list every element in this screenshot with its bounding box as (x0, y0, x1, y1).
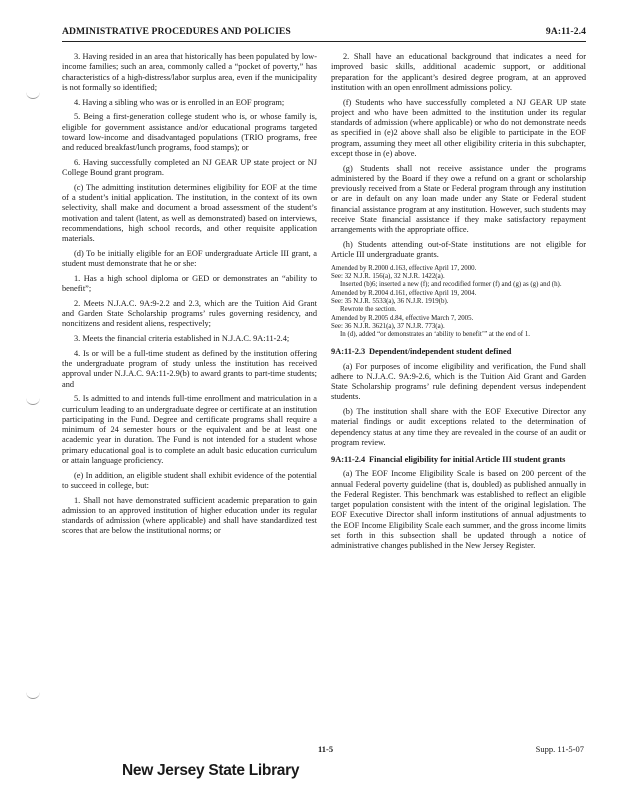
paragraph-2-3-a: (a) For purposes of income eligibility and verification, the Fund shall adhere to N.J.A.C. 9A:9-2.6, which is the Tuition Aid Grant and Garden State Scholarship programs’ rule defining dependent versus independent students. (331, 361, 586, 402)
paragraph-e1: 1. Shall not have demonstrated sufficient academic preparation to gain admission to an approved institution of higher education under its regular standards of admission (where applicable) and shall have standardized test scores that are below the institutional norms; or (62, 495, 317, 536)
header-section-number: 9A:11-2.4 (545, 26, 586, 37)
section-title: Dependent/independent student defined (369, 347, 512, 357)
history-note: See: 32 N.J.R. 156(a), 32 N.J.R. 1422(a). (331, 273, 445, 281)
left-column (62, 52, 317, 541)
running-header (62, 26, 586, 40)
paragraph-e: (e) In addition, an eligible student shall exhibit evidence of the potential to succeed in college, but: (62, 470, 317, 490)
section-number: 9A:11-2.4 (331, 455, 366, 465)
paragraph-2-4-a: (a) The EOF Income Eligibility Scale is based on 200 percent of the annual Federal poverty guideline (that is, doubled) as published annually in the Federal Register. This benchmark was established to reflect an eligible target population consistent with the intent of the original legislation. The EOF Executive Director shall inform institutions of annual adjustments to the EOF Income Eligibility Scale each summer, and the gross income limits set forth in this subsection shall be updated through a notice of administrative changes published in the New Jersey Register. (331, 469, 586, 551)
history-note: See: 35 N.J.R. 5533(a), 36 N.J.R. 1919(b). (331, 297, 449, 305)
paragraph-g: (g) Students shall not receive assistance under the programs administered by the Board if they owe a refund on a grant or scholarship previously received from a State or Federal program through any institution or are in default on any loan made under any State or Federal student financial assistance program at any institution. However, such students may receive State financial assistance if they make satisfactory repayment arrangements with the appropriate office. (331, 163, 586, 234)
history-notes (331, 265, 586, 340)
paragraph-d2: 2. Meets N.J.A.C. 9A:9-2.2 and 2.3, which are the Tuition Aid Grant and Garden State Scholarship programs’ rules governing residency, and noncitizens and resident aliens, respectively; (62, 298, 317, 329)
header-title: ADMINISTRATIVE PROCEDURES AND POLICIES (62, 26, 291, 37)
right-column (331, 52, 586, 556)
paragraph-d: (d) To be initially eligible for an EOF undergraduate Article III grant, a student must demonstrate that he or she: (62, 248, 317, 268)
page-number: 11-5 (318, 744, 334, 754)
paragraph-e2: 2. Shall have an educational background that indicates a need for improved basic skills, additional academic support, or additional preparation for the applicant’s desired degree program, at an approved institution with an open enrollment admissions policy. (331, 52, 586, 92)
paragraph-d1: 1. Has a high school diploma or GED or demonstrates an “ability to benefit”; (62, 273, 317, 293)
supplement-date: Supp. 11-5-07 (535, 744, 584, 754)
paragraph-d3: 3. Meets the financial criteria established in N.J.A.C. 9A:11-2.4; (74, 334, 290, 343)
paragraph-b4: 4. Having a sibling who was or is enrolled in an EOF program; (74, 97, 285, 107)
history-note: Inserted (b)6; inserted a new (f); and recodified former (f) and (g) as (g) and (h). (340, 281, 562, 289)
paragraph-h: (h) Students attending out-of-State institutions are not eligible for Article III undergraduate grants. (331, 239, 586, 259)
scan-artifact (26, 396, 40, 405)
header-rule (62, 41, 586, 42)
paragraph-c: (c) The admitting institution determines eligibility for EOF at the time of a student’s initial application. The institution, in the context of its own selectivity, shall make and document a broad assessment of the student’s motivation and talent (latent, as well as demonstrated) based on interviews, recommendations, high school records, and other requisite application materials. (62, 182, 317, 243)
history-note: See: 36 N.J.R. 3621(a), 37 N.J.R. 773(a). (331, 322, 445, 330)
section-number: 9A:11-2.3 (331, 347, 366, 357)
history-note: Amended by R.2000 d.163, effective April 17, 2000. (331, 264, 477, 272)
history-note: Amended by R.2005 d.84, effective March 7, 2005. (331, 314, 474, 322)
history-note: Rewrote the section. (340, 306, 397, 314)
scan-artifact (26, 90, 40, 99)
paragraph-b6: 6. Having successfully completed an NJ GEAR UP state project or NJ College Bound grant program. (62, 157, 317, 177)
paragraph-d4: 4. Is or will be a full-time student as defined by the institution offering the undergraduate program of study unless the institution has received approval under N.J.A.C. 9A:11-2.9(b) to award grants to part-time students; and (62, 348, 317, 389)
section-heading-2-4 (331, 455, 586, 465)
history-note: In (d), added “or demonstrates an ‘ability to benefit’” at the end of 1. (340, 331, 530, 339)
paragraph-f: (f) Students who have successfully completed a NJ GEAR UP state project and who have been admitted to the institution under its regular standards of admission (where applicable) or who do not demonstrate needs as specified in (e)2 above shall also be eligible to participate in the EOF program, assuming they meet all other eligibility criteria in this subchapter, except those in (e) above. (331, 97, 586, 158)
library-stamp: New Jersey State Library (122, 762, 300, 779)
paragraph-b5: 5. Being a first-generation college student who is, or whose family is, eligible for government assistance and/or educational programs targeted toward low-income and disadvantaged populations (TRIO programs, free and reduced breakfast/lunch programs, food stamps); or (62, 112, 317, 152)
section-heading-2-3 (331, 347, 586, 357)
paragraph-d5: 5. Is admitted to and intends full-time enrollment and matriculation in a curriculum leading to an undergraduate degree or certificate at an institution participating in the Fund. Degree and certificate programs shall require a minimum of 24 semester hours or the equivalent and be at least one academic year in duration. The Fund is not intended for a student whose primary educational goal is to complete an adult basic education curriculum or attain language proficiency. (62, 394, 317, 465)
scan-artifact (26, 690, 40, 699)
paragraph-b3: 3. Having resided in an area that historically has been populated by low-income families; such an area, commonly called a “pocket of poverty,” has characteristics of a high-distress/labor surplus area, even if the municipality is not formally so identified; (62, 52, 317, 92)
paragraph-2-3-b: (b) The institution shall share with the EOF Executive Director any material findings or audit exceptions related to the determination of dependency status at any time they are revealed in the course of an audit or program review. (331, 407, 586, 447)
history-note: Amended by R.2004 d.161, effective April 19, 2004. (331, 289, 477, 297)
section-title: Financial eligibility for initial Article III student grants (369, 455, 566, 465)
